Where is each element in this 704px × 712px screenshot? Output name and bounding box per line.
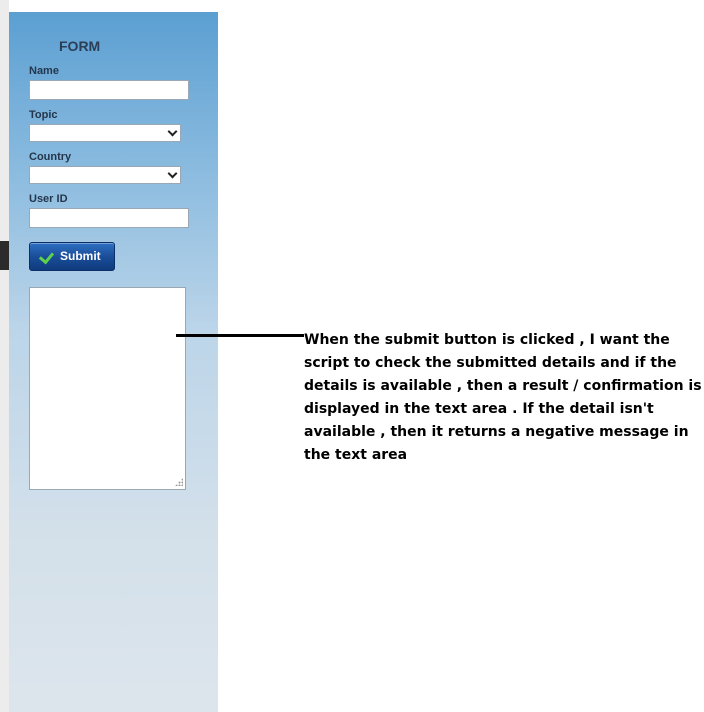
annotation-arrow-line (176, 334, 304, 337)
submit-button[interactable] (29, 242, 115, 271)
name-input[interactable] (29, 80, 189, 100)
chevron-down-icon (168, 169, 178, 179)
form-title: FORM (59, 38, 101, 54)
user-id-label: User ID (29, 193, 68, 205)
country-label: Country (29, 151, 72, 163)
topic-label: Topic (29, 109, 58, 121)
page-left-edge-mark (0, 241, 9, 270)
page-left-edge (0, 0, 9, 712)
user-id-input[interactable] (29, 208, 189, 228)
form-panel (9, 12, 218, 712)
result-textarea[interactable] (29, 287, 186, 490)
topic-select[interactable] (29, 124, 181, 142)
country-select[interactable] (29, 166, 181, 184)
submit-button-label: Submit (60, 249, 101, 263)
annotation-text: When the submit button is clicked , I want the script to check the submitted details and if the details is available , then a result / confirmation is displayed in the text area . If the detail isn't available , then it returns a negative message in the text area (304, 332, 702, 463)
chevron-down-icon (168, 127, 178, 137)
name-label: Name (29, 65, 59, 77)
check-icon (39, 249, 54, 265)
